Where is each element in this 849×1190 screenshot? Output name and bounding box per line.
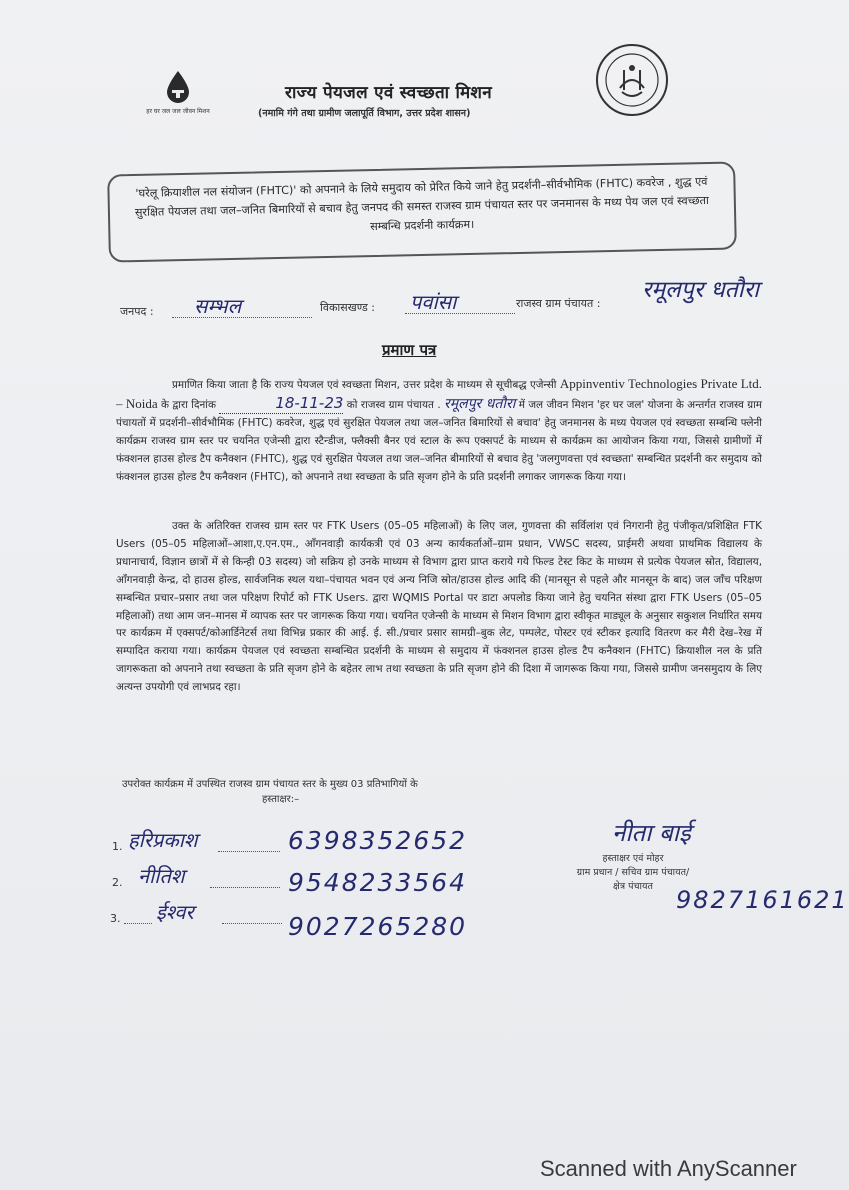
participant-phone: 9027265280 (288, 912, 468, 941)
janpad-underline (172, 316, 312, 318)
logo-caption: हर घर जल जल जीवन मिशन (146, 108, 210, 115)
water-drop-icon (164, 70, 192, 104)
certificate-paragraph-1 (116, 375, 762, 486)
department-subtitle: (नमामि गंगे तथा ग्रामीण जलापूर्ति विभाग, उत्तर प्रदेश शासन) (258, 108, 471, 119)
para1-gram-label: को राजस्व ग्राम पंचायत . (346, 398, 441, 411)
pradhan-signature: नीता बाई (612, 819, 691, 847)
participant-dots (210, 886, 280, 888)
gram-panchayat-label: राजस्व ग्राम पंचायत : (516, 297, 601, 310)
participant-phone: 9548233564 (288, 868, 468, 897)
participant-dots (124, 922, 152, 924)
pradhan-phone: 9827161621 (676, 886, 849, 914)
signature-intro-line-2: हस्ताक्षर:– (262, 794, 300, 805)
pradhan-label-line-2: ग्राम प्रधान / सचिव ग्राम पंचायत/ (576, 867, 690, 878)
program-date: 18-11-23 (219, 395, 343, 414)
location-fields (120, 277, 820, 326)
para1-intro: प्रमाणित किया जाता है कि राज्य पेयजल एवं स्वच्छता मिशन, उत्तर प्रदेश के माध्यम से सूचीबद्ध एजेन्सी (172, 379, 557, 391)
participant-number: 2. (112, 876, 123, 889)
department-title: राज्य पेयजल एवं स्वच्छता मिशन (285, 83, 493, 103)
signature-intro (122, 777, 418, 807)
har-ghar-jal-logo (138, 70, 218, 130)
pradhan-label-line-1: हस्ताक्षर एवं मोहर (602, 853, 664, 864)
certificate-paragraph-2: उक्त के अतिरिक्त राजस्व ग्राम स्तर पर FTK Users (05–05 महिलाओं) के लिए जल, गुणवत्ता की सर्विलांश एवं निगरानी हेतु पंजीकृत/प्रशिक्षित FTK Users (05–05 महिलाओं–आशा,ए.एन.एम., आँगनवाड़ी कार्यकत्री एवं 03 अन्य कार्यकर्ताओं–ग्राम प्रधान, VWSC सदस्य, प्राईमरी अथवा प्राथमिक विद्यालय के प्रधानाचार्य, विज्ञान छात्रों में से किन्ही 03 सदस्य) जो सक्रिय हो उनके माध्यम से विभाग द्वारा प्राप्त कराये गये फिल्ड टेस्ट किट के माध्यम से प्रत्येक पेयजल स्रोत, विद्यालय, आँगनवाड़ी केन्द्र, दो हाउस होल्ड, सार्वजनिक स्थल यथा–पंचायत भवन एवं अन्य निजि स्रोत/हाउस होल्ड आदि की (मानसून से पहले और मानसून के बाद) जल जाँच परिक्षण सम्बन्धित प्रचार–प्रसार तथा जल परिक्षण रिपोर्ट को FTK Users. द्वारा WQMIS Portal पर डाटा अपलोड किया जाने हेतु चयनित संस्था द्वारा FTK Users (05–05 महिलाओं) तथा आम जन–मानस में व्यापक स्तर पर जागरूक किया गया। चयनित एजेन्सी के माध्यम से मिशन विभाग द्वारा स्वीकृत माड्यूल के अनुसार सकुशल निर्धारित समय पर कार्यक्रम में एक्सपर्ट/कोआर्डिनेटर्स तथा विभिन्न प्रकार की आई. ई. सी./प्रचार प्रसार सामग्री–बुक लेट, पम्पलेट, पोस्टर एवं स्टीकर इत्यादि वितरण कर मैरी देख–रेख में सम्पादित कराया गया। कार्यक्रम पेयजल एवं स्वच्छता सम्बन्धित प्रदर्शनी के माध्यम से समुदाय में फंक्शनल हाउस होल्ड टैप कनैक्शन (FHTC) क्रियाशील नल के प्रति जागरूकता को अपनाने तथा स्वच्छता के प्रति सृजग होने के बहेतर लाभ तथा स्वच्छता के प्रति सृजग होने की दिशा में जागरूक किया गया, जिससे ग्रामीण जनसमुदाय के लिए अत्यन्त उपयोगी एवं लाभप्रद रहा। (116, 520, 762, 694)
participant-phone: 6398352652 (288, 826, 468, 855)
participant-dots (222, 922, 282, 924)
certificate-title: प्रमाण पत्र (382, 341, 437, 359)
participant-number: 3. (110, 912, 121, 925)
janpad-label: जनपद : (120, 305, 154, 318)
agency-name: Appinventiv Technologies Private Ltd. – Noida (116, 376, 762, 411)
pradhan-label-line-3: क्षेत्र पंचायत (613, 881, 653, 892)
gram-panchayat-value: रमूलपुर धतौरा (642, 277, 760, 303)
vikaskhand-label: विकासखण्ड : (320, 301, 376, 314)
program-title-box: 'घरेलू क्रियाशील नल संयोजन (FHTC)' को अपनाने के लिये समुदाय को प्रेरित किये जाने हेतु प्रदर्शनी–सीर्वभौमिक (FHTC) कवरेज , शुद्ध एवं सुरक्षित पेयजल तथा जल–जनित बिमारियों से बचाव हेतु जनपद की समस्त राजस्व ग्राम पंचायत स्तर पर जनमानस के मध्य पेय जल एवं स्वच्छता सम्बन्धि प्रदर्शनी कार्यक्रम। (107, 161, 737, 262)
janpad-value: सम्भल (194, 294, 242, 318)
participant-signature: हरिप्रकाश (128, 828, 198, 852)
participant-dots (218, 850, 280, 852)
para1-date-label: के द्वारा दिनांक (160, 398, 216, 411)
vikaskhand-value: पवांसा (410, 290, 457, 314)
signature-intro-line-1: उपरोक्त कार्यक्रम में उपस्थित राजस्व ग्राम पंचायत स्तर के मुख्य 03 प्रतिभागियों के (122, 779, 418, 790)
up-govt-seal-icon (594, 42, 670, 118)
participant-number: 1. (112, 840, 123, 853)
participant-signature: ईश्वर (156, 900, 194, 924)
scanner-watermark: Scanned with AnyScanner (540, 1156, 797, 1181)
participant-signature: नीतिश (138, 864, 185, 888)
gram-panchayat-handwritten: रमूलपुर धतौरा (444, 395, 516, 412)
para1-body: में जल जीवन मिशन 'हर घर जल' योजना के अन्तर्गत राजस्व ग्राम पंचायतों में प्रदर्शनी–सीर्वभौमिक (FHTC) कवरेज, शुद्ध एवं सुरक्षित पेयजल तथा जल–जनित बिमारियों से बचाव' हेतु जनमानस के मध्य पेयजल एवं स्वच्छता सम्बन्धि फ्लेनी कार्यक्रम राजस्व ग्राम स्तर पर चयनित एजेन्सी द्वारा स्टैन्डीज, फ्लैक्सी बैनर एवं स्टाल के रूप एक्सपर्ट के माध्यम से कार्यक्रम का आयोजन किया गया, जिससे ग्रामीणों में फंक्शनल हाउस होल्ड टैप कनैक्शन (FHTC), शुद्ध एवं सुरक्षित पेयजल तथा जल–जनित बीमारियों से बचाव हेतु 'जलगुणवत्ता एवं स्वच्छता' सम्बन्धित प्रदर्शनी कर समुदाय को फंक्शनल हाउस होल्ड टैप कनैक्शन (FHTC), को अपनाने तथा स्वच्छता के प्रति सृजग होने के प्रति प्रदर्शनी लगाकर जागरूक किया गया। (116, 398, 762, 483)
